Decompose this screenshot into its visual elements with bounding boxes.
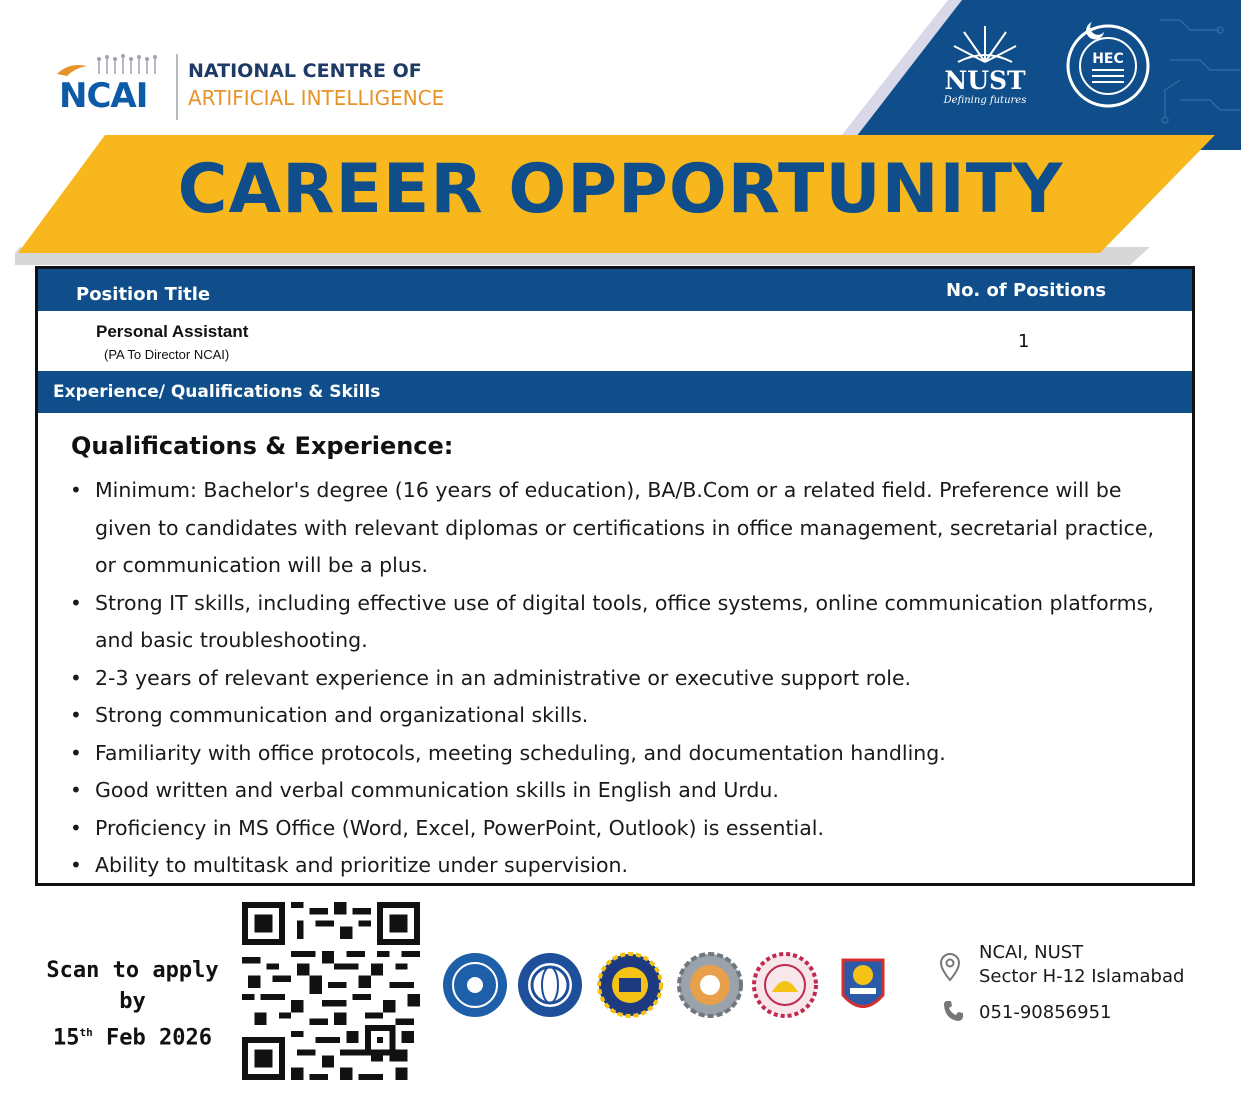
logo-divider: [176, 54, 178, 120]
qualifications-list: [70, 472, 1160, 885]
punjab-university-seal-icon: [828, 950, 898, 1020]
column-header-position: Position Title: [76, 284, 211, 305]
address-line2: Sector H-12 Islamabad: [979, 966, 1185, 987]
section-label: Experience/ Qualifications & Skills: [53, 382, 381, 402]
section-header: [38, 371, 1192, 413]
table-row: [38, 311, 1192, 371]
nust-wordmark: NUST: [944, 66, 1026, 95]
list-item: • 2-3 years of relevant experience in an administrative or executive support role.: [70, 665, 912, 690]
list-item: • Good written and verbal communication skills in English and Urdu.: [70, 778, 779, 802]
ncai-name-line1: NATIONAL CENTRE OF: [188, 60, 422, 82]
list-item: • Strong communication and organizational skills.: [70, 703, 589, 727]
column-header-count: No. of Positions: [946, 280, 1107, 301]
university-seal-icon: [440, 950, 510, 1020]
list-item: • Ability to multitask and prioritize under supervision.: [70, 853, 629, 877]
qr-code-icon[interactable]: [242, 902, 420, 1080]
position-title: Personal Assistant: [96, 322, 249, 341]
apply-deadline: [30, 955, 235, 1053]
university-seal-red-icon: [750, 950, 820, 1020]
list-item: • Proficiency in MS Office (Word, Excel, PowerPoint, Outlook) is essential.: [70, 815, 824, 840]
phone-icon: [943, 1000, 963, 1022]
ncai-name-line2: ARTIFICIAL INTELLIGENCE: [188, 86, 445, 110]
list-item: • Familiarity with office protocols, meeting scheduling, and documentation handling.: [70, 740, 946, 765]
nust-tagline: Defining futures: [943, 95, 1027, 106]
hec-wordmark: HEC: [1092, 51, 1124, 67]
gear-seal-icon: [675, 950, 745, 1020]
job-table: [35, 266, 1195, 886]
engineering-university-seal-icon: [595, 950, 665, 1020]
location-pin-icon: [939, 952, 961, 982]
nust-logo: [930, 22, 1040, 114]
scan-line2: 15th Feb 2026: [53, 1025, 212, 1051]
scan-line1: Scan to apply by: [46, 958, 219, 1014]
position-count: 1: [1018, 331, 1030, 352]
ncai-wordmark: NCAI: [59, 76, 148, 116]
address-line1: NCAI, NUST: [979, 942, 1084, 963]
list-item: • Minimum: Bachelor's degree (16 years of education), BA/B.Com or a related field. Preference will be given to candidates with relevant diplomas or certifications in office management, secretarial practice, or communication will be a plus.: [70, 478, 1154, 577]
partner-logos: [440, 950, 880, 1020]
contact-info: [935, 940, 1235, 1040]
nust-emblem-icon: [950, 22, 1020, 66]
hec-logo: [1062, 18, 1154, 110]
ncai-logo: [55, 52, 485, 122]
position-subtitle: (PA To Director NCAI): [104, 347, 230, 362]
comsats-seal-icon: [515, 950, 585, 1020]
qualifications-heading: Qualifications & Experience:: [71, 432, 454, 460]
list-item: • Strong IT skills, including effective use of digital tools, office systems, online communication platforms, and basic troubleshooting.: [70, 590, 1154, 652]
table-header-row: [38, 269, 1192, 314]
phone-number[interactable]: 051-90856951: [979, 1002, 1112, 1023]
banner-title: CAREER OPPORTUNITY: [177, 150, 1064, 229]
